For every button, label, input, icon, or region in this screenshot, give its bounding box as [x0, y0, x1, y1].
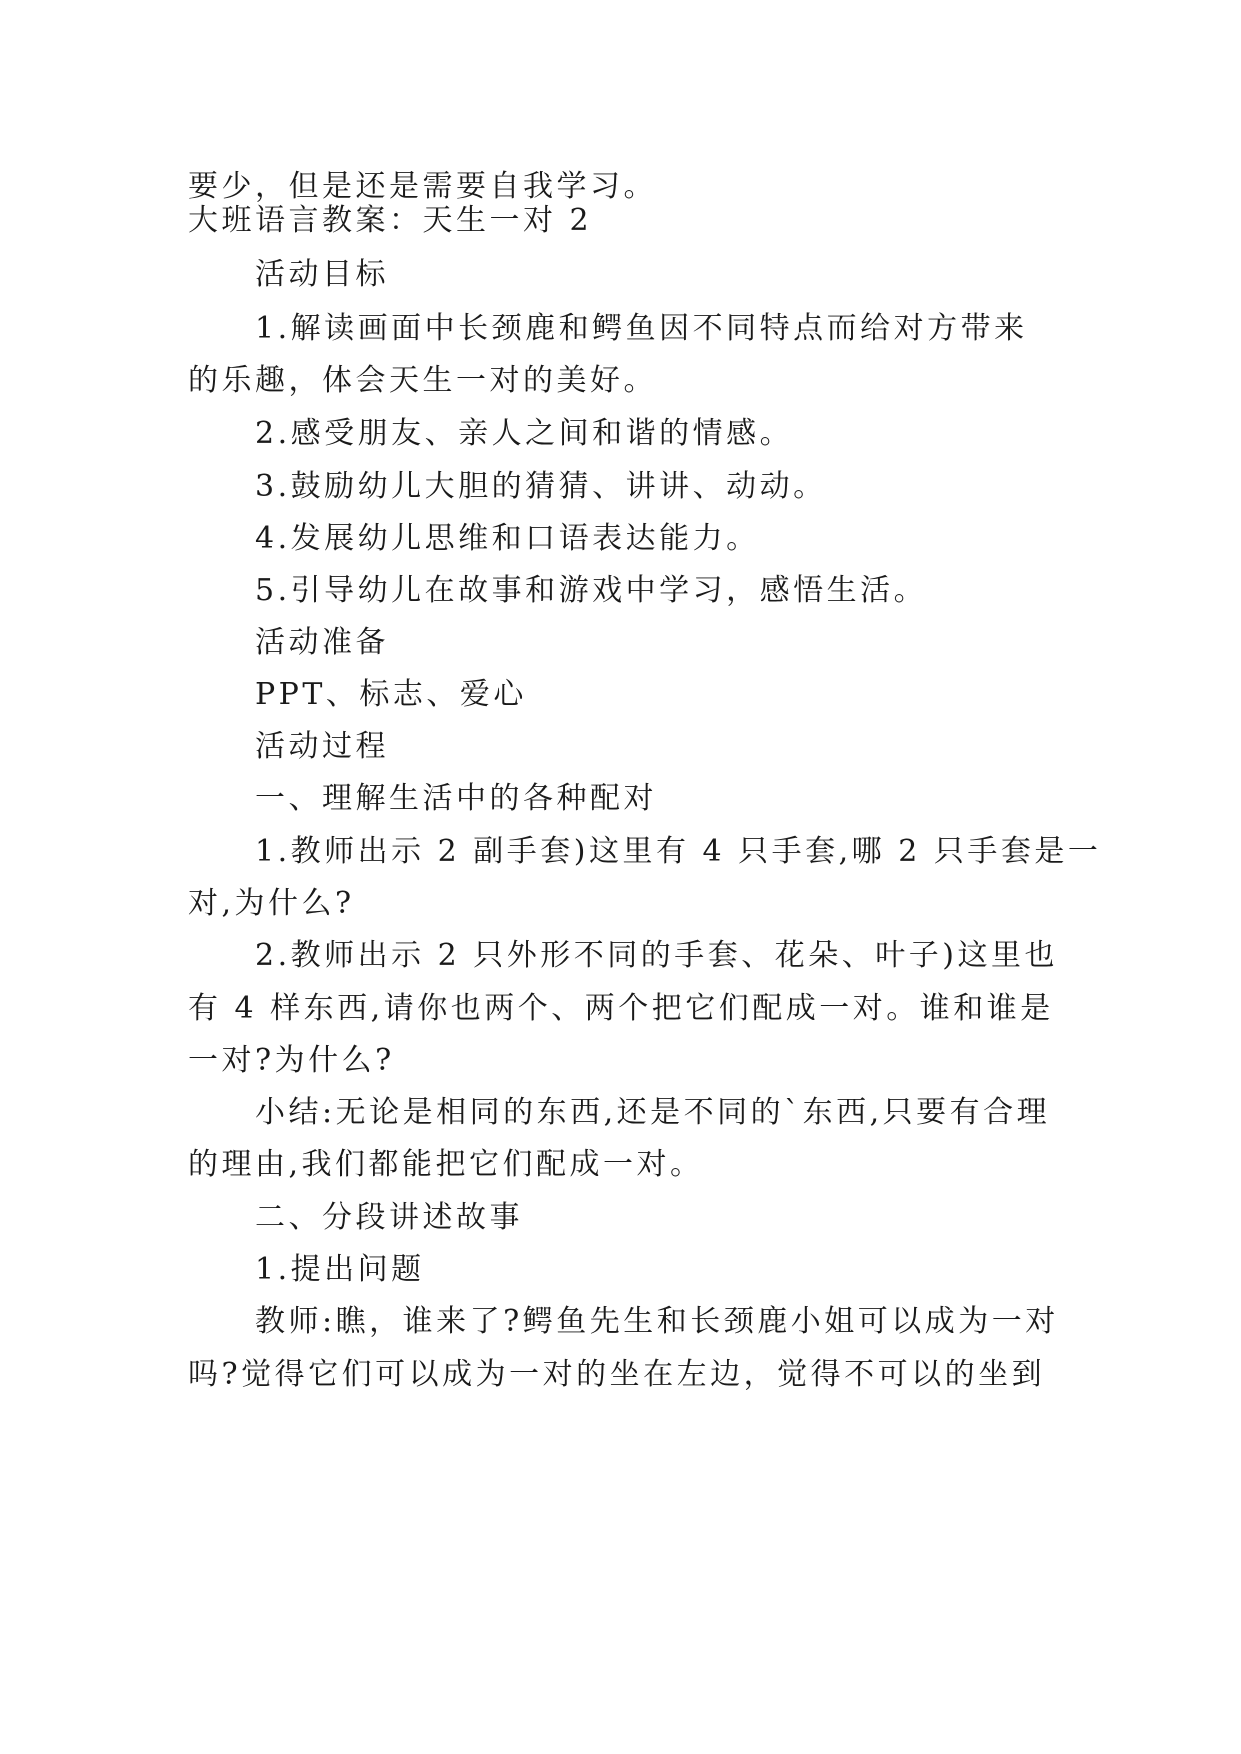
text-line: 1.提出问题	[255, 1252, 425, 1287]
text-line: 2.教师出示 2 只外形不同的手套、花朵、叶子)这里也	[255, 938, 1058, 973]
heading-activity-process: 活动过程	[255, 729, 389, 764]
text-line: 教师:瞧，谁来了?鳄鱼先生和长颈鹿小姐可以成为一对	[255, 1304, 1059, 1339]
text-line: PPT、标志、爱心	[255, 677, 527, 712]
text-line: 4.发展幼儿思维和口语表达能力。	[255, 521, 760, 556]
text-line: 要少，但是还是需要自我学习。	[188, 169, 657, 204]
text-line: 小结:无论是相同的东西,还是不同的`东西,只要有合理	[255, 1095, 1051, 1130]
text-line: 一对?为什么?	[188, 1043, 395, 1078]
text-line: 3.鼓励幼儿大胆的猜猜、讲讲、动动。	[255, 469, 827, 504]
text-line: 1.解读画面中长颈鹿和鳄鱼因不同特点而给对方带来	[255, 311, 1028, 346]
text-line: 的乐趣，体会天生一对的美好。	[188, 363, 657, 398]
subheading: 一、理解生活中的各种配对	[255, 781, 657, 816]
section-title: 大班语言教案：天生一对 2	[188, 203, 593, 238]
subheading: 二、分段讲述故事	[255, 1200, 523, 1235]
text-line: 的理由,我们都能把它们配成一对。	[188, 1147, 704, 1182]
heading-activity-preparation: 活动准备	[255, 625, 389, 660]
text-line: 有 4 样东西,请你也两个、两个把它们配成一对。谁和谁是	[188, 991, 1054, 1026]
text-line: 对,为什么?	[188, 886, 355, 921]
text-line: 2.感受朋友、亲人之间和谐的情感。	[255, 416, 794, 451]
text-line: 吗?觉得它们可以成为一对的坐在左边，觉得不可以的坐到	[188, 1357, 1046, 1392]
heading-activity-goals: 活动目标	[255, 257, 389, 292]
text-line: 1.教师出示 2 副手套)这里有 4 只手套,哪 2 只手套是一	[255, 834, 1102, 869]
text-line: 5.引导幼儿在故事和游戏中学习，感悟生活。	[255, 573, 928, 608]
